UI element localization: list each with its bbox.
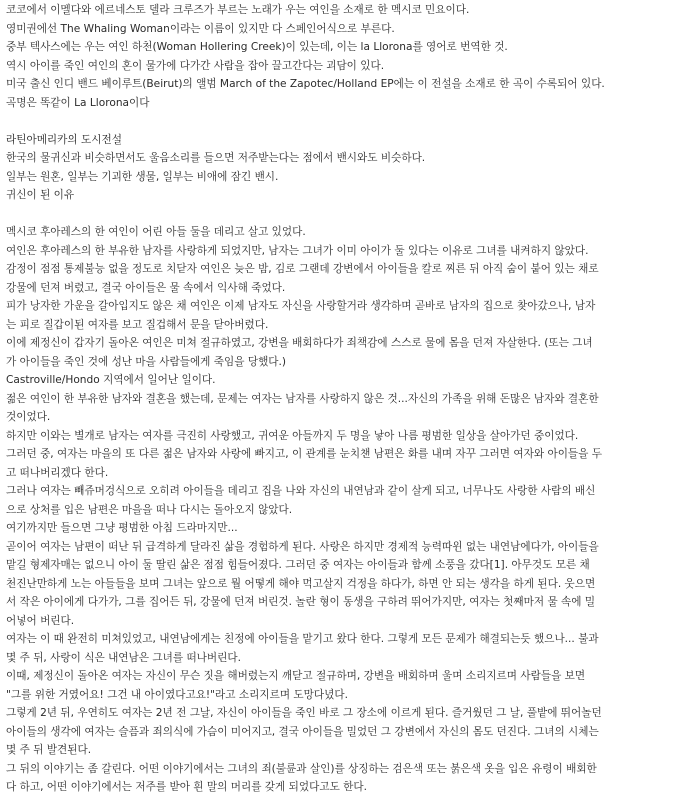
story-section [6,223,692,797]
text-line: 몇 주 뒤 발견된다. [6,744,92,756]
text-line: 하지만 이와는 별개로 남자는 여자를 극진히 사랑했고, 귀여운 아들까지 두 명을 낳아 나름 평범한 일상을 살아가던 중이었다. [6,429,579,442]
text-line: 귀신이 된 이유 [6,189,75,201]
text-line: 는 피로 질갑이된 여자를 보고 질겁해서 문을 닫아버렸다. [6,318,269,331]
text-line: 그러나 여자는 빼쥬머겅식으로 오히려 아이들을 데리고 집을 나와 자신의 내연남과 같이 살게 되고, 너무나도 사랑한 사람의 배신 [6,485,596,497]
text-line: 역시 아이를 죽인 여인의 혼이 물가에 다가간 사람을 잡아 끌고간다는 괴담이 있다. [6,59,385,72]
text-line: 그렇게 2년 뒤, 우연히도 여자는 2년 전 그날, 자신이 아이들을 죽인 바로 그 장소에 이르게 된다. 즐거웠던 그 날, 풀밭에 뛰어놀던 [6,707,602,719]
text-line: 여인은 후아레스의 한 부유한 남자를 사랑하게 되었지만, 남자는 그녀가 이미 아이가 둘 있다는 이유로 그녀를 내켜하지 않았다. [6,244,589,257]
text-line: 고 떠나버리겠다 한다. [6,466,109,479]
text-line: 강물에 던져 버렸고, 결국 아이들은 물 속에서 익사해 죽었다. [6,281,286,294]
text-line: 가 아이들을 죽인 것에 성난 마을 사람들에게 죽임을 당했다.) [6,355,287,368]
text-line: 중부 텍사스에는 우는 여인 하천(Woman Hollering Creek)이 있는데, 이는 la Llorona를 영어로 번역한 것. [6,41,508,53]
text-line: 이에 제정신이 갑자기 돌아온 여인은 미쳐 절규하였고, 강변을 배회하다가 죄책감에 스스로 물에 몸을 던져 자살한다. (또는 그녀 [6,337,593,349]
text-line: 것이었다. [6,411,51,423]
text-line: 여기까지만 들으면 그냥 평범한 아침 드라마지만... [6,522,238,534]
text-line: 코코에서 이멜다와 에르네스토 델라 크루즈가 부르는 노래가 우는 여인을 소재로 한 멕시코 민요이다. [6,4,470,16]
text-line: 젊은 여인이 한 부유한 남자와 결혼을 했는데, 문제는 여자는 남자를 사랑하지 않은 것...자신의 가족을 위해 돈많은 남자와 결혼한 [6,392,599,405]
text-line: 그 뒤의 이야기는 좀 갈린다. 어떤 이야기에서는 그녀의 죄(불륜과 살인)를 상징하는 검은색 또는 붉은색 옷을 입은 유령이 배회한 [6,762,597,775]
text-line: Castroville/Hondo 지역에서 일어난 일이다. [6,374,216,386]
text-line: 멕시코 후아레스의 한 여인이 어린 아들 둘을 데리고 살고 있었다. [6,226,306,238]
text-line: "그를 위한 거였어요! 그건 내 아이였다고요!"라고 소리지르며 도망다녔다. [6,688,348,701]
text-line: 이때, 제정신이 돌아온 여자는 자신이 무슨 짓을 해버렸는지 깨닫고 절규하며, 강변을 배회하며 울며 소리지르며 사람들을 보면 [6,670,586,682]
text-line: 아이들의 생각에 여자는 슬픔과 죄의식에 가슴이 미어지고, 결국 아이들을 밀었던 그 강변에서 자신의 몸도 던진다. 그녀의 시체는 [6,725,599,738]
text-line: 맡길 형제자매는 없으니 아이 둘 딸린 삶은 점점 힘들어졌다. 그러던 중 여자는 아이들과 함께 소풍을 갔다[1]. 아무것도 모른 채 [6,559,590,571]
text-line: 한국의 물귀신과 비슷하면서도 울음소리를 들으면 저주받는다는 점에서 밴시와도 비슷하다. [6,152,426,164]
text-line: 그러던 중, 여자는 마을의 또 다른 젊은 남자와 사랑에 빠지고, 이 관계를 눈치챈 남편은 화를 내며 자꾸 그러면 여자와 아이들을 두 [6,448,602,460]
text-line: 피가 낭자한 가운을 갈아입지도 않은 채 여인은 이제 남자도 자신을 사랑할거라 생각하며 곧바로 남자의 집으로 찾아갔으나, 남자 [6,300,596,312]
text-line: 곧이어 여자는 남편이 떠난 뒤 급격하게 달라진 삶을 경험하게 된다. 사랑은 하지만 경제적 능력따윈 없는 내연남에다가, 아이들을 [6,540,599,553]
text-line: 곡명은 똑같이 La Llorona이다 [6,96,150,109]
text-line: 천진난만하게 노는 아들들을 보며 그녀는 앞으로 뭘 어떻게 해야 먹고살지 걱정을 하다가, 하면 안 되는 생각을 하게 된다. 웃으면 [6,577,596,590]
urban-legend-section [6,131,692,205]
text-line: 영미권에선 The Whaling Woman이라는 이름이 있지만 다 스페인어식으로 부른다. [6,22,395,35]
text-line: 서 작은 아이에게 다가가, 그를 집어든 뒤, 강물에 던져 버린것. 놀란 형이 동생을 구하려 뛰어가지만, 여자는 첫째마저 물 속에 밀 [6,596,596,608]
section-heading: 라틴아메리카의 도시전설 [6,133,122,146]
text-line: 감정이 점점 통제불능 없을 정도로 치닫자 여인은 늦은 밤, 김로 그랜데 강변에서 아이들을 칼로 찌른 뒤 아직 숨이 붙어 있는 채로 [6,263,599,275]
intro-section [6,1,692,112]
text-line: 여자는 이 때 완전히 미쳐있었고, 내연남에게는 친정에 아이들을 맡기고 왔다 한다. 그렇게 모든 문제가 해결되는듯 했으나... 불과 [6,633,599,645]
text-line: 다 하고, 어떤 이야기에서는 저주를 받아 흰 말의 머리를 갖게 되었다고도 한다. [6,781,368,793]
text-line: 몇 주 뒤, 사랑이 식은 내연남은 그녀를 떠나버린다. [6,651,241,664]
text-line: 으로 상처를 입은 남편은 마을을 떠나 다시는 돌아오지 않았다. [6,503,293,516]
text-line: 어넣어 버린다. [6,614,75,627]
text-line: 일부는 원혼, 일부는 기괴한 생물, 일부는 비애에 잠긴 밴시. [6,170,279,183]
text-line: 미국 출신 인디 밴드 베이루트(Beirut)의 앨범 March of the Zapotec/Holland EP에는 이 전설을 소재로 한 곡이 수록되어 있다. [6,78,605,90]
